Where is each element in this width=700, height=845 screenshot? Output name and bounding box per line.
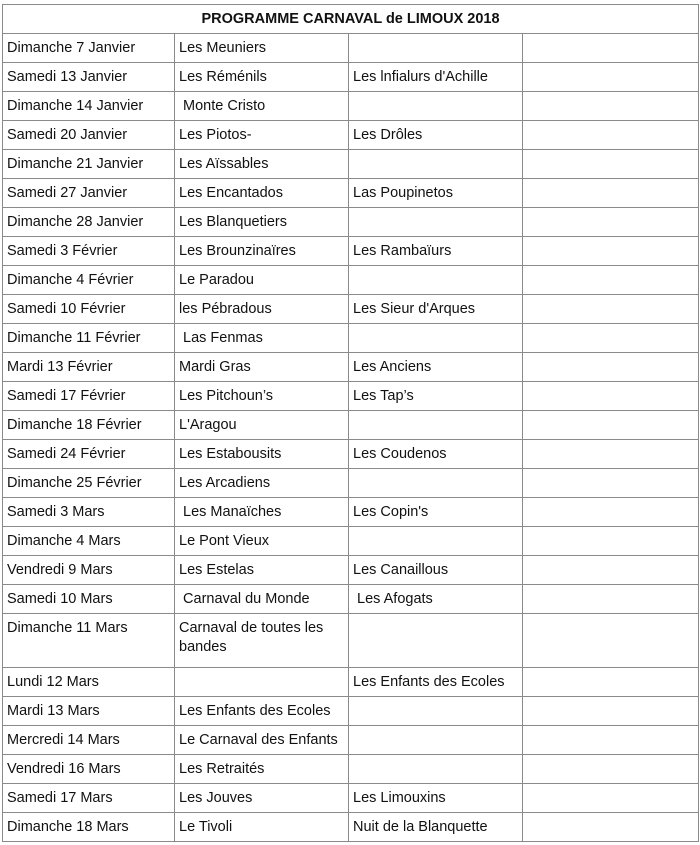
empty-cell[interactable] (523, 726, 699, 755)
band-cell[interactable] (349, 324, 523, 353)
table-row (3, 324, 699, 353)
table-row (3, 726, 699, 755)
band-cell[interactable]: Les Enfants des Ecoles (349, 668, 523, 697)
empty-cell[interactable] (523, 382, 699, 411)
band-cell[interactable]: Les Estabousits (175, 440, 349, 469)
page-title[interactable]: PROGRAMME CARNAVAL de LIMOUX 2018 (3, 5, 699, 34)
table-row (3, 266, 699, 295)
table-row (3, 755, 699, 784)
table-row (3, 208, 699, 237)
band-cell[interactable]: Las Fenmas (175, 324, 349, 353)
date-cell[interactable]: Dimanche 18 Février (3, 411, 175, 440)
empty-cell[interactable] (523, 755, 699, 784)
band-cell[interactable]: Le Paradou (175, 266, 349, 295)
band-cell[interactable]: Nuit de la Blanquette (349, 813, 523, 842)
empty-cell[interactable] (523, 585, 699, 614)
table-row (3, 697, 699, 726)
band-cell[interactable]: Les Jouves (175, 784, 349, 813)
band-cell[interactable] (349, 614, 523, 668)
band-cell[interactable] (175, 668, 349, 697)
band-cell[interactable]: Monte Cristo (175, 92, 349, 121)
table-row (3, 34, 699, 63)
date-cell[interactable]: Lundi 12 Mars (3, 668, 175, 697)
date-cell[interactable]: Dimanche 7 Janvier (3, 34, 175, 63)
empty-cell[interactable] (523, 179, 699, 208)
band-cell[interactable]: Les Rambaïurs (349, 237, 523, 266)
band-cell[interactable]: Les Tap’s (349, 382, 523, 411)
date-cell[interactable]: Dimanche 21 Janvier (3, 150, 175, 179)
date-cell[interactable]: Dimanche 4 Mars (3, 527, 175, 556)
band-cell[interactable]: Les Encantados (175, 179, 349, 208)
band-cell[interactable]: Les Meuniers (175, 34, 349, 63)
table-row (3, 527, 699, 556)
empty-cell[interactable] (523, 266, 699, 295)
empty-cell[interactable] (523, 295, 699, 324)
empty-cell[interactable] (523, 614, 699, 668)
band-cell[interactable]: Les Canaillous (349, 556, 523, 585)
schedule-table (2, 4, 699, 842)
date-cell[interactable]: Dimanche 25 Février (3, 469, 175, 498)
table-row (3, 121, 699, 150)
table-row (3, 92, 699, 121)
band-cell[interactable] (349, 266, 523, 295)
empty-cell[interactable] (523, 697, 699, 726)
date-cell[interactable]: Vendredi 9 Mars (3, 556, 175, 585)
empty-cell[interactable] (523, 208, 699, 237)
table-row (3, 440, 699, 469)
band-cell[interactable]: Les Drôles (349, 121, 523, 150)
table-row (3, 498, 699, 527)
date-cell[interactable]: Samedi 17 Mars (3, 784, 175, 813)
empty-cell[interactable] (523, 63, 699, 92)
band-cell[interactable]: Le Tivoli (175, 813, 349, 842)
date-cell[interactable]: Samedi 10 Mars (3, 585, 175, 614)
spreadsheet (2, 4, 699, 842)
date-cell[interactable]: Samedi 10 Février (3, 295, 175, 324)
band-cell[interactable]: Les Arcadiens (175, 469, 349, 498)
date-cell[interactable]: Samedi 13 Janvier (3, 63, 175, 92)
band-cell[interactable] (349, 411, 523, 440)
empty-cell[interactable] (523, 237, 699, 266)
band-cell[interactable] (349, 755, 523, 784)
band-cell[interactable]: Les lnfialurs d'Achille (349, 63, 523, 92)
empty-cell[interactable] (523, 784, 699, 813)
band-cell[interactable]: Les Copin's (349, 498, 523, 527)
table-row (3, 237, 699, 266)
date-cell[interactable]: Mercredi 14 Mars (3, 726, 175, 755)
band-cell[interactable]: Les Retraités (175, 755, 349, 784)
table-row (3, 353, 699, 382)
band-cell[interactable]: Les Pitchoun’s (175, 382, 349, 411)
band-cell[interactable]: Les Réménils (175, 63, 349, 92)
band-cell[interactable]: Les Estelas (175, 556, 349, 585)
empty-cell[interactable] (523, 440, 699, 469)
date-cell[interactable]: Dimanche 11 Février (3, 324, 175, 353)
table-row (3, 614, 699, 668)
empty-cell[interactable] (523, 324, 699, 353)
table-row (3, 784, 699, 813)
date-cell[interactable]: Samedi 20 Janvier (3, 121, 175, 150)
title-row (3, 5, 699, 34)
table-row (3, 382, 699, 411)
band-cell[interactable]: Las Poupinetos (349, 179, 523, 208)
table-row (3, 585, 699, 614)
date-cell[interactable]: Vendredi 16 Mars (3, 755, 175, 784)
table-row (3, 179, 699, 208)
band-cell[interactable] (349, 527, 523, 556)
band-cell[interactable]: Les Blanquetiers (175, 208, 349, 237)
band-cell[interactable]: Les Afogats (349, 585, 523, 614)
band-cell[interactable] (349, 697, 523, 726)
schedule-body (3, 5, 699, 842)
empty-cell[interactable] (523, 469, 699, 498)
table-row (3, 813, 699, 842)
band-cell[interactable]: Les Brounzinaïres (175, 237, 349, 266)
band-cell[interactable]: L'Aragou (175, 411, 349, 440)
band-cell[interactable]: Les Coudenos (349, 440, 523, 469)
band-cell[interactable]: Mardi Gras (175, 353, 349, 382)
band-cell[interactable]: Les Enfants des Ecoles (175, 697, 349, 726)
table-row (3, 469, 699, 498)
band-cell[interactable] (349, 150, 523, 179)
band-cell[interactable] (349, 726, 523, 755)
band-cell[interactable]: Les Sieur d'Arques (349, 295, 523, 324)
empty-cell[interactable] (523, 411, 699, 440)
empty-cell[interactable] (523, 150, 699, 179)
band-cell[interactable]: Les Limouxins (349, 784, 523, 813)
empty-cell[interactable] (523, 92, 699, 121)
date-cell[interactable]: Dimanche 14 Janvier (3, 92, 175, 121)
empty-cell[interactable] (523, 353, 699, 382)
date-cell[interactable]: Samedi 27 Janvier (3, 179, 175, 208)
band-cell[interactable]: Carnaval de toutes les bandes (175, 614, 349, 668)
band-cell[interactable] (349, 469, 523, 498)
date-cell[interactable]: Dimanche 18 Mars (3, 813, 175, 842)
band-cell[interactable]: Le Pont Vieux (175, 527, 349, 556)
table-row (3, 411, 699, 440)
date-cell[interactable]: Dimanche 11 Mars (3, 614, 175, 668)
table-row (3, 295, 699, 324)
date-cell[interactable]: Dimanche 28 Janvier (3, 208, 175, 237)
band-cell[interactable]: Les Piotos- (175, 121, 349, 150)
date-cell[interactable]: Dimanche 4 Février (3, 266, 175, 295)
empty-cell[interactable] (523, 813, 699, 842)
band-cell[interactable]: Carnaval du Monde (175, 585, 349, 614)
band-cell[interactable] (349, 34, 523, 63)
band-cell[interactable]: Les Anciens (349, 353, 523, 382)
empty-cell[interactable] (523, 121, 699, 150)
band-cell[interactable] (349, 92, 523, 121)
empty-cell[interactable] (523, 527, 699, 556)
table-row (3, 668, 699, 697)
band-cell[interactable] (349, 208, 523, 237)
empty-cell[interactable] (523, 556, 699, 585)
table-row (3, 63, 699, 92)
date-cell[interactable]: Samedi 3 Mars (3, 498, 175, 527)
date-cell[interactable]: Mardi 13 Février (3, 353, 175, 382)
table-row (3, 556, 699, 585)
table-row (3, 150, 699, 179)
date-cell[interactable]: Samedi 17 Février (3, 382, 175, 411)
date-cell[interactable]: Mardi 13 Mars (3, 697, 175, 726)
empty-cell[interactable] (523, 34, 699, 63)
band-cell[interactable]: Les Aïssables (175, 150, 349, 179)
band-cell[interactable]: les Pébradous (175, 295, 349, 324)
date-cell[interactable]: Samedi 24 Février (3, 440, 175, 469)
date-cell[interactable]: Samedi 3 Février (3, 237, 175, 266)
band-cell[interactable]: Les Manaïches (175, 498, 349, 527)
band-cell[interactable]: Le Carnaval des Enfants (175, 726, 349, 755)
empty-cell[interactable] (523, 498, 699, 527)
empty-cell[interactable] (523, 668, 699, 697)
